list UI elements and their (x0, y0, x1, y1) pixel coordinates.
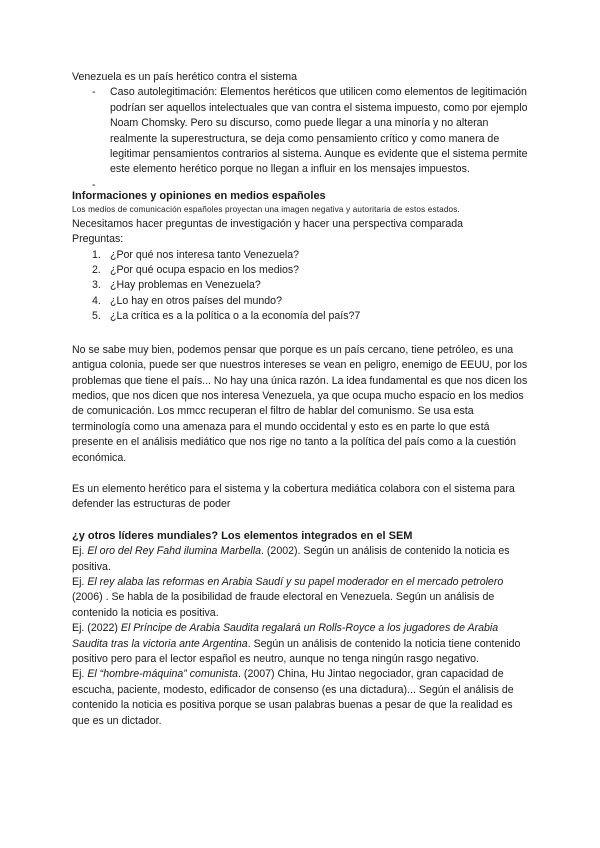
subnote: Los medios de comunicación españoles proyectan una imagen negativa y autoritaria de estos estados. (72, 205, 460, 215)
empty-list-item (92, 178, 532, 189)
list-item: 4. ¿Lo hay en otros países del mundo? (92, 294, 282, 307)
research-line: Necesitamos hacer preguntas de investigación y hacer una perspectiva comparada (72, 217, 464, 230)
paragraph-analysis: No se sabe muy bien, podemos pensar que porque es un país cercano, tiene petróleo, es una antigua colonia, puede ser que nuestros intereses se vean en peligro, enemigo de EEUU, por los problemas que tiene el país... No hay una única razón. La idea fundamental es que nos dicen los medios, que nos dicen que nos interesa Venezuela, ya que ocupa mucho espacio en los medios de comunicación. Los mmcc recuperan el filtro de hablar del comunismo. Se usa esta terminología como una amenaza para el mundo occidental y esto es en parte lo que está presente en el análisis mediático que nos rige no tanto a la política del país como a la cuestión económica. (72, 343, 528, 464)
intro-line: Venezuela es un país herético contra el sistema (72, 71, 297, 83)
document-page (72, 70, 532, 729)
section-heading-medios: Informaciones y opiniones en medios españoles (72, 189, 326, 202)
section-heading-lideres: ¿y otros líderes mundiales? Los elementos integrados en el SEM (72, 529, 413, 542)
list-item: - Caso autolegitimación: Elementos heréticos que utilicen como elementos de legitimación podrían ser aquellos intelectuales que van contra el sistema impuesto, como por ejemplo Noam Chomsky. Pero su discurso, como puede llegar a una minoría y no alteran realmente la superestructura, se deja como pensamiento crítico y como manera de legitimar pensamientos contrarios al sistema. Aunque es evidente que el sistema permite este elemento herético porque no llegan a influir en los mensajes impuestos. (92, 85, 532, 177)
example-item: Ej. El rey alaba las reformas en Arabia Saudí y su papel moderador en el mercado petrolero (2006) . Se habla de la posibilidad de fraude electoral en Venezuela. Según un análisis de contenido la noticia es positiva. (72, 575, 504, 619)
dash-list (72, 85, 532, 188)
questions-label: Preguntas: (72, 233, 124, 246)
list-item: 2. ¿Por qué ocupa espacio en los medios? (92, 264, 300, 277)
list-item: 3. ¿Hay problemas en Venezuela? (92, 279, 261, 292)
questions-list (72, 248, 532, 325)
example-item: Ej. (2022) El Príncipe de Arabia Saudita regalará un Rolls-Royce a los jugadores de Arabia Saudita tras la victoria ante Argentina. Según un análisis de contenido la noticia tiene contenido positivo pero para el lector español es neutro, aunque no tenga ningún rasgo negativo. (72, 622, 521, 665)
list-item: 1. ¿Por qué nos interesa tanto Venezuela? (92, 248, 300, 261)
example-item: Ej. El oro del Rey Fahd ilumina Marbella. (2002). Según un análisis de contenido la noticia es positiva. (72, 545, 510, 573)
list-item: 5. ¿La crítica es a la política o a la economía del país?7 (92, 310, 361, 323)
paragraph-conclusion: Es un elemento herético para el sistema y la cobertura mediática colabora con el sistema para defender las estructuras de poder (72, 482, 515, 511)
example-item: Ej. El “hombre-máquina” comunista. (2007) China, Hu Jintao negociador, gran capacidad de escucha, paciente, modesto, edificador de consenso (es una dictadura)... Según el análisis de contenido la noticia es positiva porque se usan palabras buenas a pesar de que la realidad es que es un dictador. (72, 668, 514, 727)
